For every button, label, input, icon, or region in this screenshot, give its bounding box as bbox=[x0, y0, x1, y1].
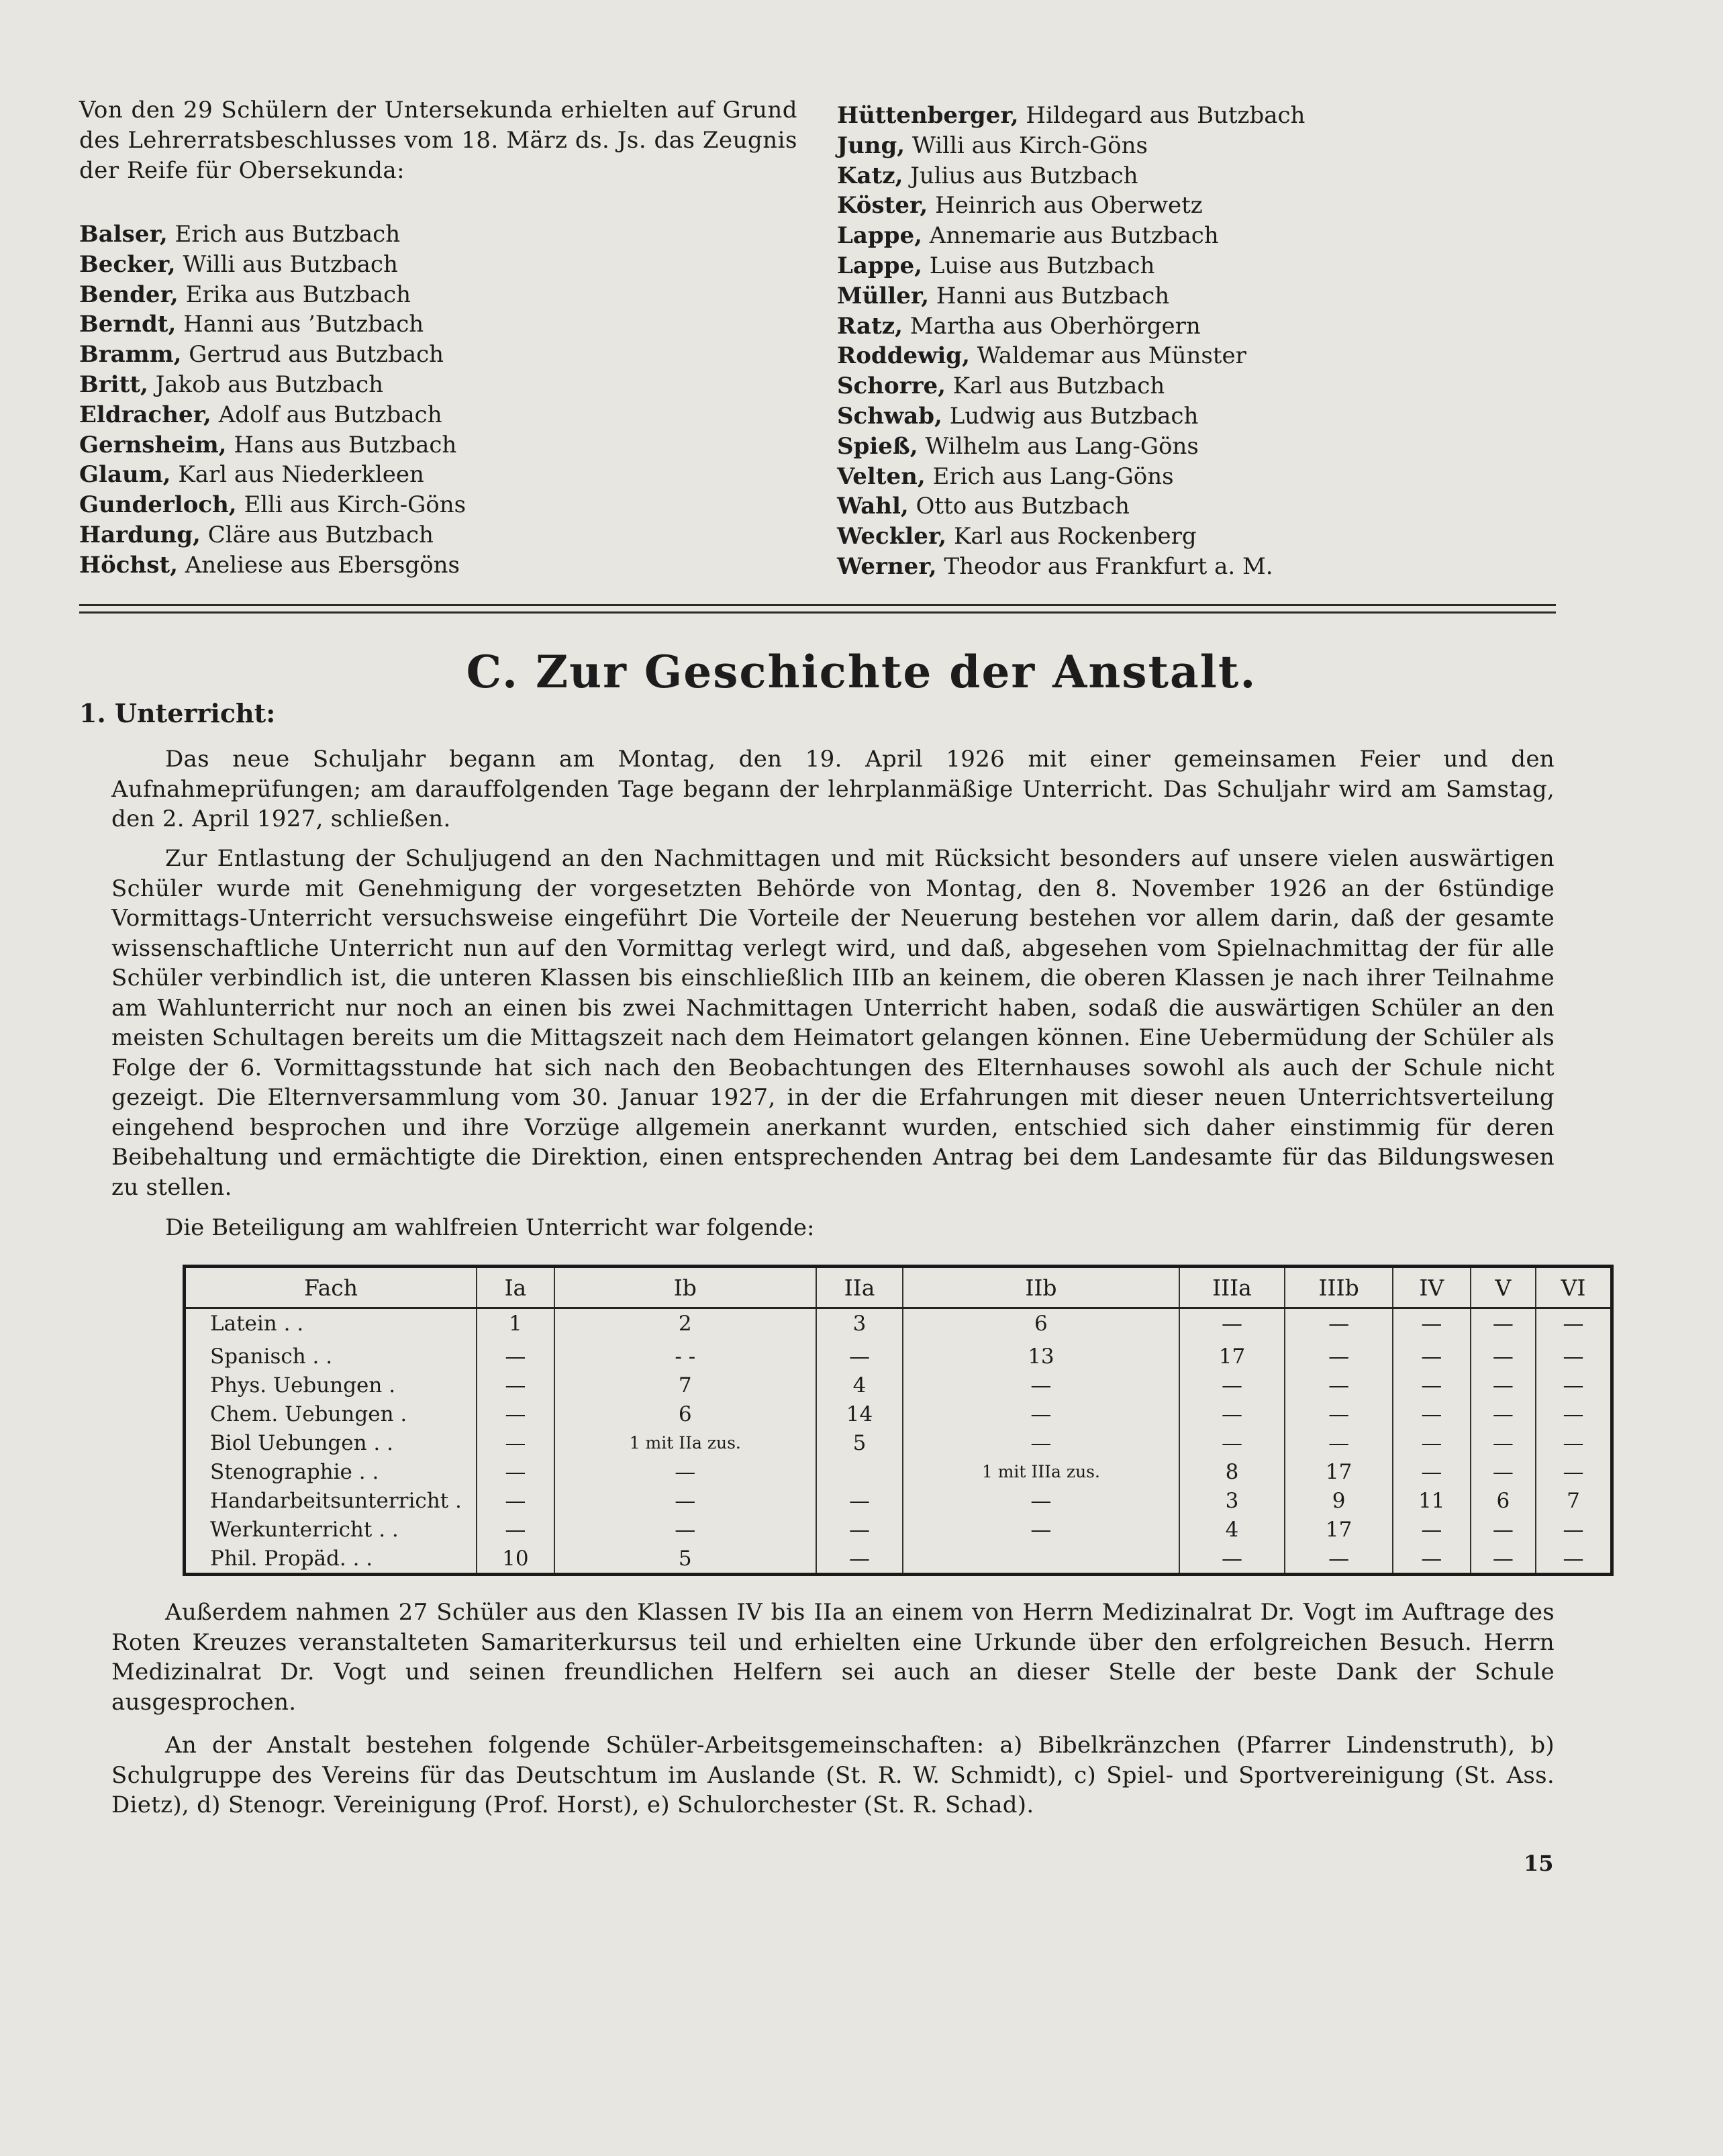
count-cell: — bbox=[1285, 1428, 1393, 1457]
count-cell: — bbox=[1285, 1371, 1393, 1400]
list-item: Gunderloch, Elli aus Kirch-Göns bbox=[79, 491, 466, 519]
count-cell: 2 bbox=[554, 1308, 816, 1338]
table-row bbox=[185, 1400, 1612, 1428]
list-item: Werner, Theodor aus Frankfurt a. M. bbox=[837, 552, 1273, 580]
count-cell: — bbox=[1393, 1371, 1471, 1400]
student-surname: Balser, bbox=[79, 221, 168, 248]
column-header: Ia bbox=[477, 1267, 554, 1308]
subject-cell: Spanisch . . bbox=[210, 1344, 333, 1369]
count-cell: — bbox=[1179, 1400, 1285, 1428]
subject-cell: Latein . . bbox=[210, 1311, 304, 1336]
count-cell: — bbox=[1393, 1515, 1471, 1544]
list-item: Lappe, Luise aus Butzbach bbox=[837, 252, 1155, 279]
count-cell: — bbox=[477, 1428, 554, 1457]
column-header: Fach bbox=[185, 1267, 477, 1308]
count-cell: 3 bbox=[1179, 1486, 1285, 1515]
count-cell: — bbox=[1471, 1400, 1536, 1428]
list-item: Hüttenberger, Hildegard aus Butzbach bbox=[837, 102, 1306, 129]
list-item: Gernsheim, Hans aus Butzbach bbox=[79, 431, 457, 458]
count-cell: — bbox=[477, 1371, 554, 1400]
count-cell: — bbox=[554, 1457, 816, 1486]
section-divider bbox=[79, 611, 1556, 614]
count-cell: — bbox=[477, 1486, 554, 1515]
count-cell: — bbox=[477, 1400, 554, 1428]
sub-heading: 1. Unterricht: bbox=[79, 698, 276, 728]
list-item: Glaum, Karl aus Niederkleen bbox=[79, 461, 424, 489]
student-surname: Katz, bbox=[837, 162, 903, 189]
count-cell: — bbox=[1393, 1400, 1471, 1428]
list-item: Bramm, Gertrud aus Butzbach bbox=[79, 341, 444, 369]
count-cell: — bbox=[816, 1338, 903, 1371]
intro-text: Von den 29 Schülern der Untersekunda erhielten auf Grund des Lehrerratsbeschlusses vom 18. März ds. Js. das Zeugnis der Reife für Obersekunda: bbox=[79, 97, 797, 184]
count-cell: — bbox=[816, 1486, 903, 1515]
list-item: Velten, Erich aus Lang-Göns bbox=[837, 462, 1174, 490]
count-cell: — bbox=[1393, 1457, 1471, 1486]
student-surname: Velten, bbox=[837, 462, 926, 490]
count-cell: — bbox=[554, 1515, 816, 1544]
count-cell: — bbox=[1393, 1308, 1471, 1338]
student-surname: Köster, bbox=[837, 192, 928, 219]
count-cell: 10 bbox=[477, 1544, 554, 1575]
count-cell: — bbox=[554, 1486, 816, 1515]
count-cell: — bbox=[903, 1371, 1179, 1400]
student-surname: Bramm, bbox=[79, 341, 182, 369]
count-cell: — bbox=[903, 1428, 1179, 1457]
count-cell: 1 mit IIa zus. bbox=[554, 1428, 816, 1457]
count-cell: 17 bbox=[1285, 1515, 1393, 1544]
count-cell: — bbox=[903, 1400, 1179, 1428]
list-item: Balser, Erich aus Butzbach bbox=[79, 221, 401, 248]
list-item: Weckler, Karl aus Rockenberg bbox=[837, 523, 1197, 550]
list-item: Höchst, Aneliese aus Ebersgöns bbox=[79, 551, 460, 579]
count-cell: — bbox=[1179, 1371, 1285, 1400]
subject-cell: Phil. Propäd. . . bbox=[210, 1546, 373, 1571]
paragraph-1: Das neue Schuljahr begann am Montag, den 19. April 1926 mit einer gemeinsamen Feier und den Aufnahmeprüfungen; am darauffolgenden Tage begann der lehrplanmäßige Unterricht. Das Schuljahr wird am Samstag, den 2. April 1927, schließen. bbox=[111, 746, 1555, 832]
column-header: Ib bbox=[554, 1267, 816, 1308]
student-surname: Jung, bbox=[837, 132, 905, 159]
student-surname: Britt, bbox=[79, 371, 148, 398]
page-number: 15 bbox=[1524, 1851, 1554, 1876]
count-cell: — bbox=[1285, 1544, 1393, 1575]
student-surname: Becker, bbox=[79, 250, 176, 278]
column-header: IIa bbox=[816, 1267, 903, 1308]
count-cell: 17 bbox=[1179, 1338, 1285, 1371]
count-cell: — bbox=[816, 1515, 903, 1544]
paragraph-2: Zur Entlastung der Schuljugend an den Nachmittagen und mit Rücksicht besonders auf unsere vielen auswärtigen Schüler wurde mit Genehmigung der vorgesetzten Behörde von Montag, den 8. November 1926 an der 6stündige Vormittags-Unterricht versuchsweise eingeführt Die Vorteile der Neuerung bestehen vor allem darin, daß der gesamte wissenschaftliche Unterricht nun auf den Vormittag verlegt wird, und daß, abgesehen vom Spielnachmittag der für alle Schüler verbindlich ist, die unteren Klassen bis einschließlich IIIb an keinem, die oberen Klassen je nach ihrer Teilnahme am Wahlunterricht nur noch an einen bis zwei Nachmittagen Unterricht haben, sodaß die auswärtigen Schüler an den meisten Schultagen bereits um die Mittagszeit nach dem Heimatort gelangen können. Eine Uebermüdung der Schüler als Folge der 6. Vormittagsstunde hat sich nach den Beobachtungen des Elternhauses sowohl als auch der Schule nicht gezeigt. Die Elternversammlung vom 30. Januar 1927, in der die Erfahrungen mit dieser neuen Unterrichtsverteilung eingehend besprochen und ihre Vorzüge allgemein anerkannt wurden, entschied sich daher einstimmig für deren Beibehaltung und ermächtigte die Direktion, einen entsprechenden Antrag bei dem Landesamte für das Bildungswesen zu stellen. bbox=[111, 845, 1555, 1201]
student-surname: Ratz, bbox=[837, 312, 903, 340]
table-intro: Die Beteiligung am wahlfreien Unterricht war folgende: bbox=[165, 1214, 815, 1241]
list-item: Becker, Willi aus Butzbach bbox=[79, 250, 398, 278]
list-item: Müller, Hanni aus Butzbach bbox=[837, 282, 1170, 309]
count-cell: 14 bbox=[816, 1400, 903, 1428]
student-surname: Glaum, bbox=[79, 461, 171, 489]
count-cell: — bbox=[1393, 1338, 1471, 1371]
count-cell: — bbox=[1536, 1308, 1612, 1338]
subject-cell: Handarbeitsunterricht . bbox=[210, 1488, 462, 1513]
count-cell bbox=[816, 1457, 903, 1486]
column-header: IIIb bbox=[1285, 1267, 1393, 1308]
list-item: Bender, Erika aus Butzbach bbox=[79, 281, 411, 308]
student-surname: Schwab, bbox=[837, 402, 942, 430]
student-surname: Weckler, bbox=[837, 523, 947, 550]
table-row bbox=[185, 1544, 1612, 1575]
student-surname: Roddewig, bbox=[837, 342, 970, 370]
table-row bbox=[185, 1457, 1612, 1486]
student-surname: Gernsheim, bbox=[79, 431, 227, 458]
count-cell: 1 bbox=[477, 1308, 554, 1338]
paragraph-3: Außerdem nahmen 27 Schüler aus den Klassen IV bis IIa an einem von Herrn Medizinalrat Dr. Vogt im Auftrage des Roten Kreuzes veranstalteten Samariterkursus teil und erhielten eine Urkunde über den erfolgreichen Besuch. Herrn Medizinalrat Dr. Vogt und seinen freundlichen Helfern sei auch an dieser Stelle der beste Dank der Schule ausgesprochen. bbox=[111, 1599, 1555, 1716]
count-cell: — bbox=[1179, 1544, 1285, 1575]
student-surname: Hüttenberger, bbox=[837, 102, 1019, 129]
student-list-right bbox=[837, 101, 1305, 582]
student-surname: Eldracher, bbox=[79, 401, 211, 428]
count-cell: 6 bbox=[1471, 1486, 1536, 1515]
count-cell: — bbox=[1393, 1544, 1471, 1575]
student-surname: Werner, bbox=[837, 552, 937, 580]
count-cell: — bbox=[1285, 1338, 1393, 1371]
table-row bbox=[185, 1486, 1612, 1515]
count-cell: 8 bbox=[1179, 1457, 1285, 1486]
count-cell: — bbox=[816, 1544, 903, 1575]
count-cell bbox=[903, 1544, 1179, 1575]
list-item: Ratz, Martha aus Oberhörgern bbox=[837, 312, 1201, 340]
list-item: Wahl, Otto aus Butzbach bbox=[837, 493, 1130, 520]
list-item: Schwab, Ludwig aus Butzbach bbox=[837, 402, 1199, 430]
count-cell: 5 bbox=[816, 1428, 903, 1457]
count-cell: — bbox=[1285, 1400, 1393, 1428]
count-cell: — bbox=[1179, 1308, 1285, 1338]
subject-cell: Stenographie . . bbox=[210, 1459, 379, 1484]
count-cell: 11 bbox=[1393, 1486, 1471, 1515]
count-cell: — bbox=[903, 1515, 1179, 1544]
list-item: Eldracher, Adolf aus Butzbach bbox=[79, 401, 442, 428]
paragraph-4: An der Anstalt bestehen folgende Schüler-Arbeitsgemeinschaften: a) Bibelkränzchen (Pfarrer Lindenstruth), b) Schulgruppe des Vereins für das Deutschtum im Auslande (St. R. W. Schmidt), c) Spiel- und Sportvereinigung (St. Ass. Dietz), d) Stenogr. Vereinigung (Prof. Horst), e) Schulorchester (St. R. Schad). bbox=[111, 1732, 1555, 1818]
elective-participation-table bbox=[183, 1265, 1614, 1576]
count-cell: — bbox=[1536, 1515, 1612, 1544]
list-item: Roddewig, Waldemar aus Münster bbox=[837, 342, 1246, 370]
count-cell: 5 bbox=[554, 1544, 816, 1575]
count-cell: — bbox=[1471, 1428, 1536, 1457]
table-header-row bbox=[185, 1267, 1612, 1308]
table-row bbox=[185, 1515, 1612, 1544]
count-cell: 4 bbox=[1179, 1515, 1285, 1544]
column-header: IIb bbox=[903, 1267, 1179, 1308]
count-cell: — bbox=[1285, 1308, 1393, 1338]
count-cell: — bbox=[1536, 1400, 1612, 1428]
table-row bbox=[185, 1371, 1612, 1400]
section-title: C. Zur Geschichte der Anstalt. bbox=[466, 646, 1257, 698]
column-header: IV bbox=[1393, 1267, 1471, 1308]
count-cell: — bbox=[1536, 1338, 1612, 1371]
student-surname: Bender, bbox=[79, 281, 179, 308]
count-cell: — bbox=[1471, 1308, 1536, 1338]
count-cell: — bbox=[1536, 1428, 1612, 1457]
count-cell: 17 bbox=[1285, 1457, 1393, 1486]
count-cell: 7 bbox=[1536, 1486, 1612, 1515]
list-item: Schorre, Karl aus Butzbach bbox=[837, 373, 1165, 400]
list-item: Lappe, Annemarie aus Butzbach bbox=[837, 222, 1219, 250]
list-item: Hardung, Cläre aus Butzbach bbox=[79, 521, 434, 548]
student-surname: Lappe, bbox=[837, 222, 922, 250]
count-cell: — bbox=[477, 1457, 554, 1486]
count-cell: 6 bbox=[903, 1308, 1179, 1338]
count-cell: 3 bbox=[816, 1308, 903, 1338]
list-item: Katz, Julius aus Butzbach bbox=[837, 162, 1138, 189]
student-surname: Wahl, bbox=[837, 493, 909, 520]
count-cell: 4 bbox=[816, 1371, 903, 1400]
count-cell: — bbox=[1471, 1457, 1536, 1486]
count-cell: — bbox=[477, 1338, 554, 1371]
list-item: Köster, Heinrich aus Oberwetz bbox=[837, 192, 1203, 219]
student-surname: Berndt, bbox=[79, 311, 177, 338]
count-cell: - - bbox=[554, 1338, 816, 1371]
list-item: Britt, Jakob aus Butzbach bbox=[79, 371, 384, 398]
count-cell: 1 mit IIIa zus. bbox=[903, 1457, 1179, 1486]
student-list-left bbox=[79, 219, 466, 581]
table-row bbox=[185, 1428, 1612, 1457]
subject-cell: Chem. Uebungen . bbox=[210, 1402, 407, 1426]
list-item: Jung, Willi aus Kirch-Göns bbox=[837, 132, 1148, 159]
count-cell: — bbox=[1536, 1457, 1612, 1486]
count-cell: 6 bbox=[554, 1400, 816, 1428]
subject-cell: Biol Uebungen . . bbox=[210, 1430, 393, 1455]
column-header: IIIa bbox=[1179, 1267, 1285, 1308]
table-row bbox=[185, 1338, 1612, 1371]
student-surname: Hardung, bbox=[79, 521, 201, 548]
count-cell: 13 bbox=[903, 1338, 1179, 1371]
count-cell: — bbox=[1393, 1428, 1471, 1457]
student-surname: Schorre, bbox=[837, 373, 946, 400]
student-surname: Gunderloch, bbox=[79, 491, 237, 519]
subject-cell: Werkunterricht . . bbox=[210, 1517, 399, 1542]
count-cell: — bbox=[1471, 1515, 1536, 1544]
count-cell: 9 bbox=[1285, 1486, 1393, 1515]
count-cell: — bbox=[1471, 1544, 1536, 1575]
count-cell: — bbox=[1471, 1371, 1536, 1400]
student-surname: Müller, bbox=[837, 282, 930, 309]
count-cell: — bbox=[1536, 1371, 1612, 1400]
subject-cell: Phys. Uebungen . bbox=[210, 1373, 396, 1398]
list-item: Berndt, Hanni aus ’Butzbach bbox=[79, 311, 424, 338]
student-surname: Lappe, bbox=[837, 252, 922, 279]
count-cell: — bbox=[1536, 1544, 1612, 1575]
column-header: V bbox=[1471, 1267, 1536, 1308]
count-cell: — bbox=[1471, 1338, 1536, 1371]
student-surname: Höchst, bbox=[79, 551, 178, 579]
count-cell: — bbox=[903, 1486, 1179, 1515]
table-row bbox=[185, 1308, 1612, 1338]
count-cell: — bbox=[1179, 1428, 1285, 1457]
section-divider bbox=[79, 604, 1556, 606]
student-surname: Spieß, bbox=[837, 432, 918, 460]
count-cell: — bbox=[477, 1515, 554, 1544]
list-item: Spieß, Wilhelm aus Lang-Göns bbox=[837, 432, 1199, 460]
count-cell: 7 bbox=[554, 1371, 816, 1400]
column-header: VI bbox=[1536, 1267, 1612, 1308]
